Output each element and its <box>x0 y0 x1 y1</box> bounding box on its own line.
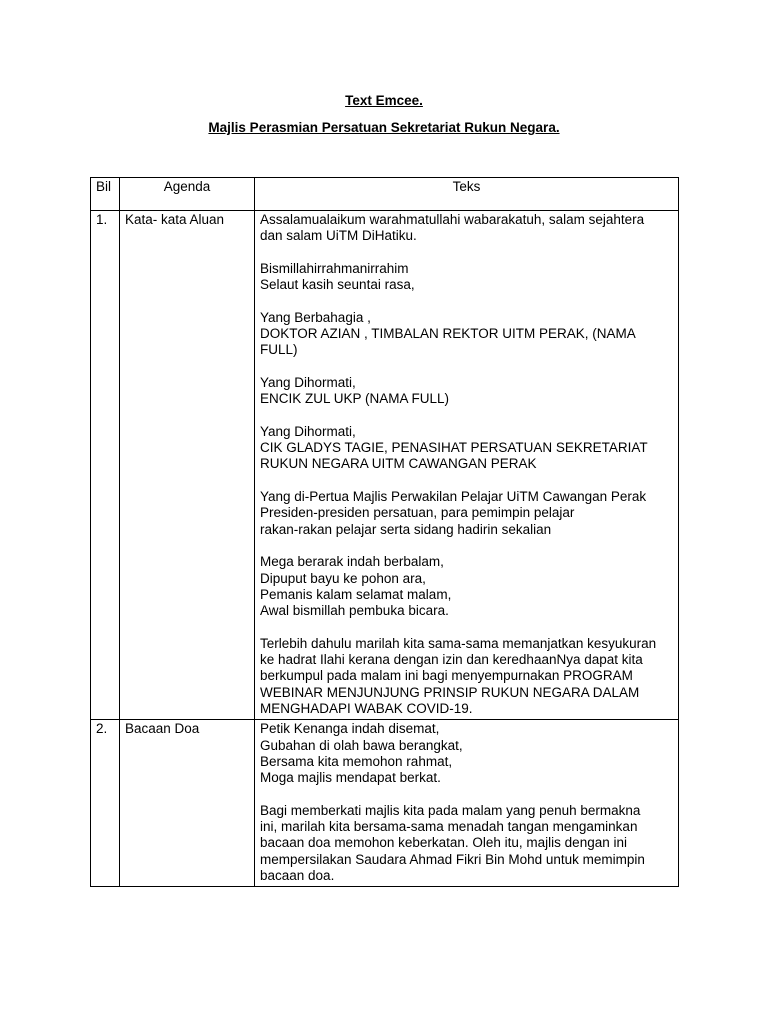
text-paragraph: Yang Dihormati, CIK GLADYS TAGIE, PENASIHAT PERSATUAN SEKRETARIAT RUKUN NEGARA UITM CAWANGAN PERAK <box>260 423 648 472</box>
text-paragraph: Mega berarak indah berbalam, Dipuput bayu ke pohon ara, Pemanis kalam selamat malam, Awal bismillah pembuka bicara. <box>260 554 452 619</box>
row-agenda: Bacaan Doa <box>120 720 255 887</box>
row-teks <box>255 211 679 720</box>
text-paragraph: Yang Dihormati, ENCIK ZUL UKP (NAMA FULL) <box>260 374 450 407</box>
row-bil: 1. <box>91 211 120 720</box>
row-agenda: Kata- kata Aluan <box>120 211 255 720</box>
row-bil: 2. <box>91 720 120 887</box>
text-paragraph: Bismillahirrahmanirrahim Selaut kasih seuntai rasa, <box>260 260 415 293</box>
header-teks: Teks <box>255 178 679 211</box>
document-subtitle: Majlis Perasmian Persatuan Sekretariat Rukun Negara. <box>208 120 560 135</box>
text-paragraph: Petik Kenanga indah disemat, Gubahan di olah bawa berangkat, Bersama kita memohon rahmat, Moga majlis mendapat berkat. <box>260 721 463 786</box>
text-paragraph: Yang di-Pertua Majlis Perwakilan Pelajar UiTM Cawangan Perak Presiden-presiden persatuan, para pemimpin pelajar rakan-rakan pelajar serta sidang hadirin sekalian <box>260 489 647 537</box>
text-paragraph: Yang Berbahagia , DOKTOR AZIAN , TIMBALAN REKTOR UITM PERAK, (NAMA FULL) <box>260 309 636 358</box>
text-paragraph: Bagi memberkati majlis kita pada malam yang penuh bermakna ini, marilah kita bersama-sama menadah tangan mengaminkan bacaan doa memohon keberkatan. Oleh itu, majlis dengan ini mempersilakan Saudara Ahmad Fikri Bin Mohd untuk memimpin bacaan doa. <box>260 802 645 883</box>
row-teks <box>255 720 679 887</box>
document-title: Text Emcee. <box>345 93 423 108</box>
header-bil: Bil <box>91 178 120 211</box>
emcee-table <box>90 177 679 887</box>
text-paragraph: Terlebih dahulu marilah kita sama-sama memanjatkan kesyukuran ke hadrat Ilahi kerana dengan izin dan keredhaanNya dapat kita berkumpul pada malam ini bagi menyempurnakan PROGRAM WEBINAR MENJUNJUNG PRINSIP RUKUN NEGARA DALAM MENGHADAPI WABAK COVID-19. <box>260 635 657 716</box>
text-paragraph: Assalamualaikum warahmatullahi wabarakatuh, salam sejahtera dan salam UiTM DiHatiku. <box>260 212 645 244</box>
table-row <box>91 211 679 720</box>
table-row <box>91 720 679 887</box>
table-header-row <box>91 178 679 211</box>
header-agenda: Agenda <box>120 178 255 211</box>
